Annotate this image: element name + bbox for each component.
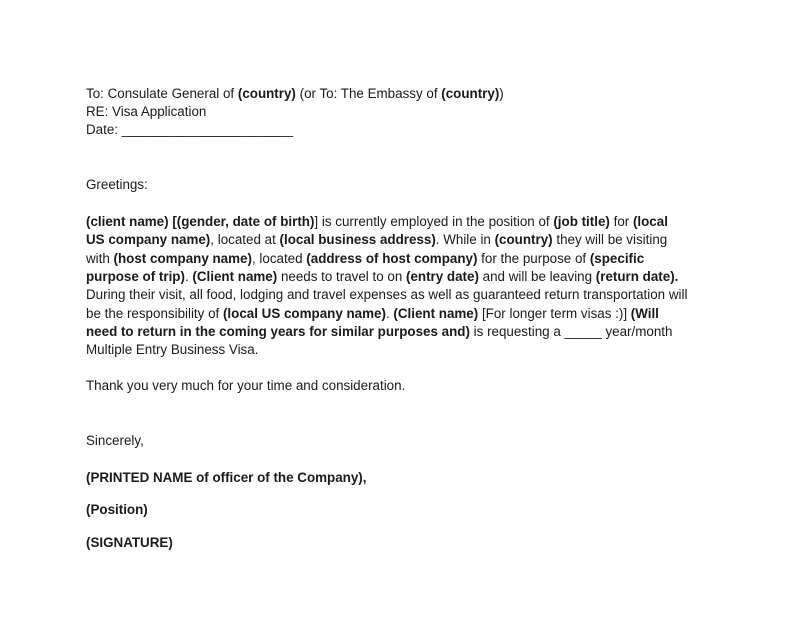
bold-placeholder: (Client name): [393, 305, 479, 321]
printed-name-line: (PRINTED NAME of officer of the Company),: [86, 470, 367, 485]
to-country-2: (country): [441, 86, 500, 101]
signature-line: (SIGNATURE): [86, 535, 173, 550]
bold-placeholder: (Will: [630, 305, 659, 321]
bold-placeholder: (client name): [86, 214, 169, 229]
thanks-line: Thank you very much for your time and consideration.: [86, 378, 406, 393]
body-text: .: [184, 268, 193, 284]
position-line: (Position): [86, 502, 148, 517]
body-line: [86, 341, 258, 359]
body-line: [86, 268, 678, 286]
to-line: [86, 85, 504, 103]
to-middle: (or To: The Embassy of: [295, 86, 442, 101]
bold-placeholder: (entry date): [406, 268, 479, 284]
bold-placeholder: (country): [494, 232, 553, 248]
body-text: needs to travel to on: [277, 268, 406, 284]
body-text: , located at: [210, 232, 280, 248]
bold-placeholder: (local US company name): [222, 305, 386, 321]
body-line: [86, 213, 668, 231]
bold-placeholder: US company name): [86, 232, 211, 248]
body-text: for the purpose of: [477, 250, 590, 266]
body-text: is requesting a _____ year/month: [469, 323, 673, 339]
body-line: [86, 250, 644, 268]
date-line: Date: _______________________: [86, 122, 294, 137]
bold-placeholder: [(gender, date of birth): [172, 214, 315, 229]
closing-line: Sincerely,: [86, 433, 144, 448]
greeting: Greetings:: [86, 177, 148, 192]
to-suffix: ): [499, 86, 504, 101]
to-prefix: To: Consulate General of: [86, 86, 238, 101]
bold-placeholder: (address of host company): [306, 250, 478, 266]
bold-placeholder: (local business address): [279, 232, 436, 248]
body-text: Multiple Entry Business Visa.: [86, 342, 259, 358]
body-text: ] is currently employed in the position of: [314, 214, 554, 229]
bold-placeholder: (specific: [589, 250, 645, 266]
bold-placeholder: need to return in the coming years for similar purposes and): [86, 323, 470, 339]
bold-placeholder: (local: [632, 214, 668, 229]
body-text: and will be leaving: [478, 268, 596, 284]
body-line: [86, 305, 659, 323]
body-text: they will be visiting: [552, 232, 668, 248]
bold-placeholder: (host company name): [113, 250, 252, 266]
body-line: [86, 323, 672, 341]
re-line: RE: Visa Application: [86, 104, 207, 119]
to-country-1: (country): [237, 86, 296, 101]
body-text: .: [385, 305, 394, 321]
body-text: [For longer term visas :)]: [478, 305, 631, 321]
body-text: for: [609, 214, 633, 229]
body-text: . While in: [435, 232, 495, 248]
bold-placeholder: (return date).: [595, 268, 679, 284]
body-line: [86, 231, 667, 249]
body-line: [86, 286, 687, 304]
bold-placeholder: (job title): [553, 214, 610, 229]
body-text: During their visit, all food, lodging and travel expenses as well as guaranteed return transportation will: [86, 287, 688, 303]
bold-placeholder: (Client name): [192, 268, 278, 284]
body-text: with: [86, 250, 114, 266]
body-text: , located: [251, 250, 307, 266]
body-text: be the responsibility of: [86, 305, 223, 321]
bold-placeholder: purpose of trip): [86, 268, 185, 284]
